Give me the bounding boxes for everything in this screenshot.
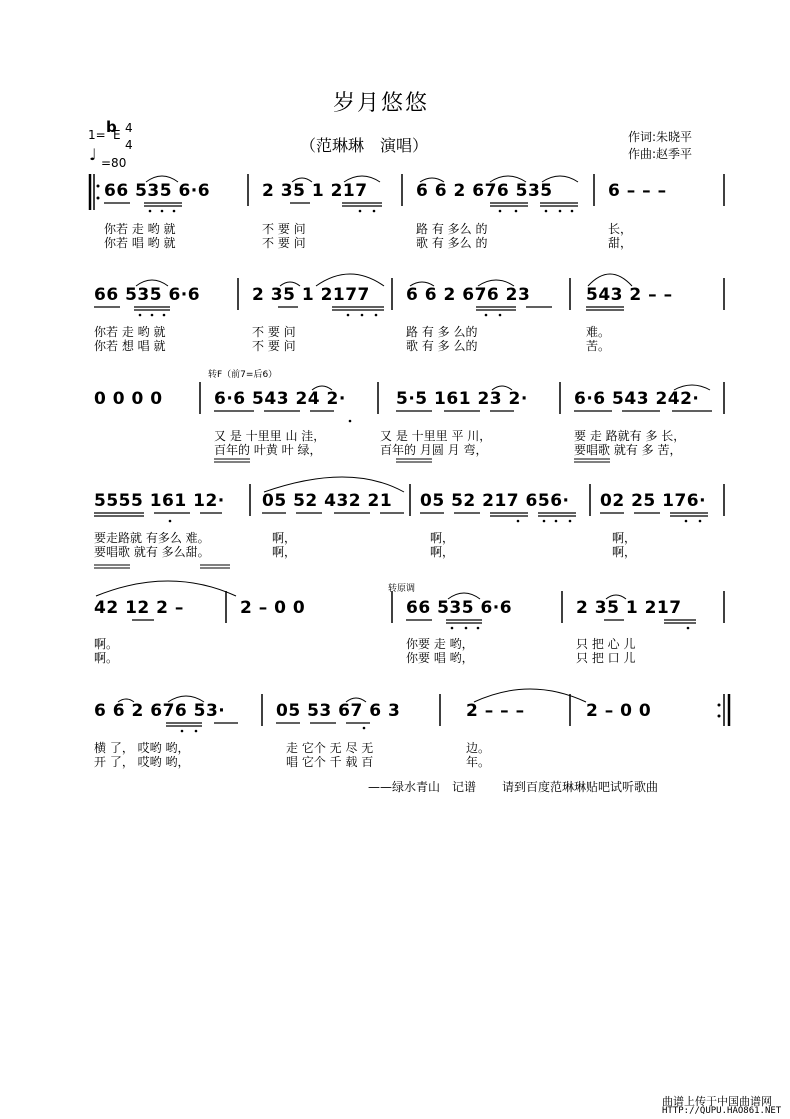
measure-4-2: 05 52 432 21 [262, 491, 393, 511]
lyric-6-1a: 横 了， 哎哟 哟， [94, 741, 190, 755]
lyric-1-3a: 路 有 多么 的 [416, 222, 488, 236]
tempo: =80 [101, 156, 127, 170]
lyric-3-4a: 要 走 路就有 多 长， [574, 429, 686, 443]
measure-3-2: 6·6 543 24 2· [214, 389, 346, 409]
recorder-note: ——绿水青山 记谱 [368, 780, 477, 794]
lyric-1-2a: 不 要 问 [262, 222, 306, 236]
octave-dots [139, 210, 702, 733]
lyric-1-2b: 不 要 问 [262, 236, 306, 250]
site-footer-line2: HTTP://QUPU.HAO861.NET [662, 1106, 782, 1116]
measure-5-3: 66 535 6·6 [406, 598, 513, 618]
bar-lines-row-1 [90, 174, 724, 210]
measure-1-4: 6 – – – [608, 181, 667, 201]
quarter-note-icon: ♩ [89, 145, 97, 164]
lyric-2-4b: 苦。 [586, 339, 611, 353]
lyric-4-1a: 要走路就 有多么 难。 [94, 531, 210, 545]
performer-line: （范琳琳 演唱） [300, 136, 429, 155]
flat-sign: b [106, 118, 117, 136]
lyric-6-3b: 年。 [466, 755, 491, 769]
bar-lines-row-3 [200, 382, 724, 414]
measure-2-1: 66 535 6·6 [94, 285, 201, 305]
lyric-5-1b: 啊。 [94, 651, 119, 665]
site-footer-line1: 曲谱上传于中国曲谱网 [662, 1095, 772, 1108]
lyric-4-3a: 啊， [430, 531, 455, 545]
lyric-2-2a: 不 要 问 [252, 325, 296, 339]
measure-1-3: 6 6 2 676 535 [416, 181, 553, 201]
lyric-3-3a: 又 是 十里里 平 川， [380, 429, 492, 443]
lyric-2-2b: 不 要 问 [252, 339, 296, 353]
lyric-3-2b: 百年的 叶黄 叶 绿， [214, 443, 322, 457]
measure-5-1: 42 12 2 – [94, 598, 184, 618]
key-prefix: 1= [88, 128, 106, 142]
lyric-1-4b: 甜， [608, 236, 633, 250]
lyric-2-1b: 你若 想 唱 就 [94, 339, 166, 353]
lyric-2-1a: 你若 走 哟 就 [94, 325, 166, 339]
measure-6-2: 05 53 67 6 3 [276, 701, 401, 721]
measure-1-1: 66 535 6·6 [104, 181, 211, 201]
lyric-5-3b: 你要 唱 哟， [406, 651, 474, 665]
lyric-1-4a: 长， [608, 222, 633, 236]
bar-lines-row-6 [262, 694, 729, 726]
lyric-4-3b: 啊， [430, 545, 455, 559]
lyric-4-4b: 啊， [612, 545, 637, 559]
lyric-4-2a: 啊， [272, 531, 297, 545]
measure-5-4: 2 35 1 217 [576, 598, 682, 618]
beams [94, 203, 712, 726]
time-top: 4 [125, 121, 133, 135]
bar-lines-row-4 [250, 484, 724, 516]
lyric-4-1b: 要唱歌 就有 多么甜。 [94, 545, 210, 559]
lyric-1-3b: 歌 有 多么 的 [416, 236, 488, 250]
bar-lines-row-2 [238, 278, 724, 310]
lyric-5-1a: 啊。 [94, 637, 119, 651]
measure-1-2: 2 35 1 217 [262, 181, 368, 201]
measure-5-2: 2 – 0 0 [240, 598, 306, 618]
measure-2-3: 6 6 2 676 23 [406, 285, 531, 305]
lyric-3-4b: 要唱歌 就有 多 苦， [574, 443, 682, 457]
lyricist-credit: 作词:朱晓平 [628, 130, 693, 144]
measure-3-4: 6·6 543 242· [574, 389, 700, 409]
measure-6-3: 2 – – – [466, 701, 525, 721]
lyric-6-3a: 边。 [466, 741, 491, 755]
measure-2-4: 543 2 – – [586, 285, 673, 305]
lyric-3-3b: 百年的 月圆 月 弯， [380, 443, 488, 457]
lyric-1-1a: 你若 走 哟 就 [104, 222, 176, 236]
lyric-6-2b: 唱 它个 千 载 百 [286, 755, 374, 769]
key-note: E [113, 128, 121, 142]
measure-2-2: 2 35 1 2177 [252, 285, 370, 305]
lyric-1-1b: 你若 唱 哟 就 [104, 236, 176, 250]
lyric-5-3a: 你要 走 哟， [406, 637, 474, 651]
measure-3-3: 5·5 161 23 2· [396, 389, 528, 409]
measure-4-3: 05 52 217 656· [420, 491, 570, 511]
slurs [96, 176, 710, 702]
lyric-3-2a: 又 是 十里里 山 洼， [214, 429, 326, 443]
lyric-6-1b: 开 了， 哎哟 哟， [94, 755, 190, 769]
measure-6-1: 6 6 2 676 53· [94, 701, 226, 721]
song-title: 岁月悠悠 [333, 91, 430, 116]
lyric-5-4a: 只 把 心 儿 [576, 637, 636, 651]
measure-6-4: 2 – 0 0 [586, 701, 652, 721]
composer-credit: 作曲:赵季平 [628, 147, 693, 161]
lyric-2-3a: 路 有 多 么的 [406, 325, 478, 339]
lyric-6-2a: 走 它个 无 尽 无 [286, 741, 374, 755]
lyric-4-2b: 啊， [272, 545, 297, 559]
lyric-2-4a: 难。 [586, 325, 611, 339]
lyric-5-4b: 只 把 口 儿 [576, 651, 636, 665]
measure-3-1: 0 0 0 0 [94, 389, 163, 409]
key-change-annotation: 转F（前7=后6） [208, 370, 278, 380]
listen-note: 请到百度范琳琳贴吧试听歌曲 [502, 780, 659, 794]
lyric-4-4a: 啊， [612, 531, 637, 545]
time-bottom: 4 [125, 138, 133, 152]
measure-4-1: 5555 161 12· [94, 491, 225, 511]
lyric-2-3b: 歌 有 多 么的 [406, 339, 478, 353]
measure-4-4: 02 25 176· [600, 491, 707, 511]
key-return-annotation: 转原调 [388, 584, 416, 594]
